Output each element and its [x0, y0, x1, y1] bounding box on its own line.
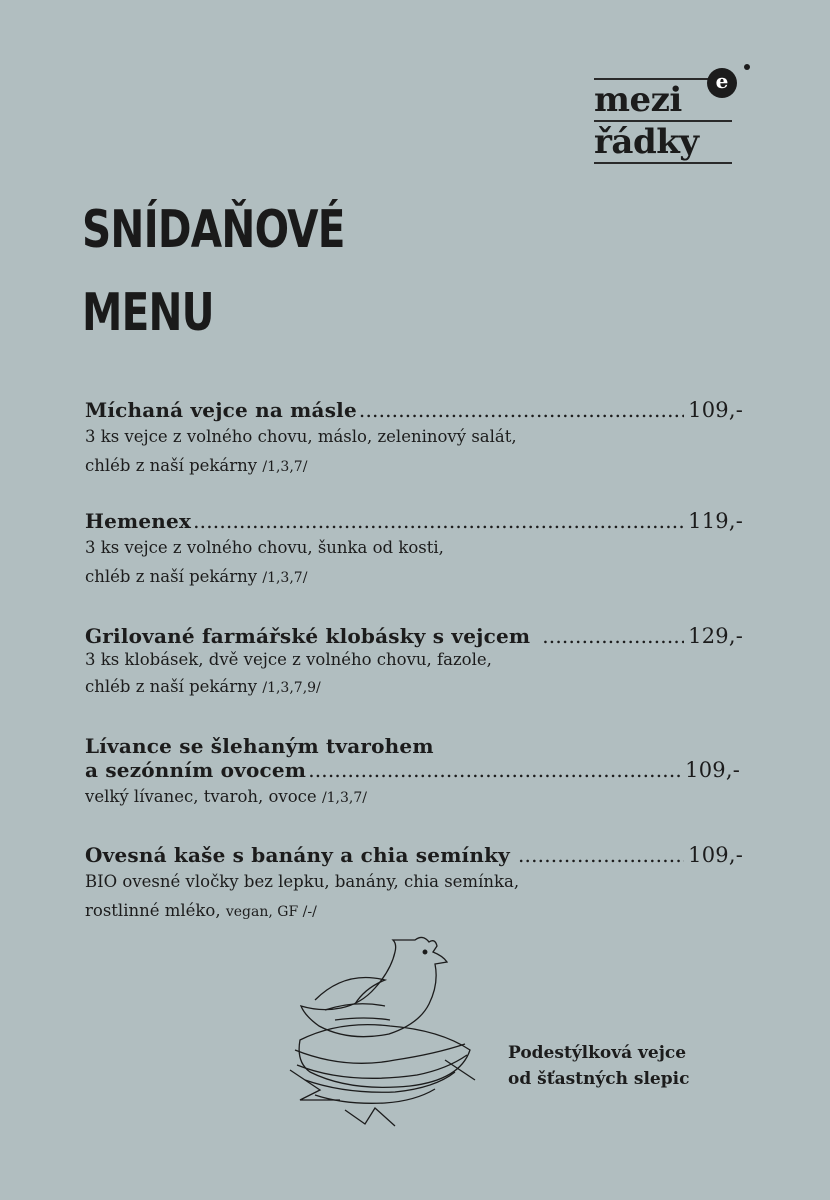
item-price: 109,-: [688, 843, 743, 867]
item-desc: BIO ovesné vločky bez lepku, banány, chia semínka,: [85, 872, 520, 891]
menu-item: [85, 509, 743, 593]
item-price: 109,-: [688, 398, 743, 422]
item-name: Grilované farmářské klobásky s vejcem: [85, 624, 531, 648]
item-allergens: /1,3,7,9/: [262, 680, 321, 696]
menu-item: [85, 398, 743, 482]
item-desc: chléb z naší pekárny: [85, 677, 258, 696]
caption-line1: Podestýlková vejce: [508, 1043, 687, 1063]
menu-title-line1: SNÍDAŇOVÉ: [82, 200, 345, 260]
item-name: Ovesná kaše s banány a chia semínky: [85, 843, 510, 867]
hen-on-nest-illustration-icon: [285, 930, 495, 1130]
item-allergens: vegan, GF /-/: [225, 904, 317, 920]
item-allergens: /1,3,7/: [321, 790, 367, 806]
logo: [594, 60, 734, 164]
item-name: Hemenex: [85, 509, 192, 533]
item-price: 129,-: [688, 624, 743, 648]
item-desc: rostlinné mléko,: [85, 901, 221, 920]
item-desc: chléb z naší pekárny: [85, 456, 258, 475]
ink-dot-icon: [744, 64, 750, 70]
caption-line2: od šťastných slepic: [508, 1069, 690, 1089]
item-desc: chléb z naší pekárny: [85, 567, 258, 586]
item-name: Lívance se šlehaným tvarohem: [85, 734, 434, 758]
divider: [594, 162, 732, 164]
logo-ink-splash-icon: e: [707, 68, 737, 98]
dot-leader: [518, 843, 684, 867]
logo-word-mezi: mezi: [594, 80, 682, 120]
item-price: 119,-: [688, 509, 743, 533]
item-desc: 3 ks vejce z volného chovu, šunka od kosti,: [85, 538, 444, 557]
dot-leader: [193, 509, 684, 533]
dot-leader: [542, 624, 684, 648]
item-allergens: /1,3,7/: [262, 570, 308, 586]
item-allergens: /1,3,7/: [262, 459, 308, 475]
item-desc: 3 ks vejce z volného chovu, máslo, zeleninový salát,: [85, 427, 517, 446]
item-name: Míchaná vejce na másle: [85, 398, 357, 422]
hen-caption: [508, 1040, 689, 1092]
menu-item: [85, 843, 743, 927]
dot-leader: [308, 758, 681, 782]
item-name: a sezónním ovocem: [85, 758, 307, 782]
dot-leader: [359, 398, 684, 422]
item-price: 109,-: [685, 758, 740, 782]
item-desc: 3 ks klobásek, dvě vejce z volného chovu, fazole,: [85, 650, 492, 669]
logo-word-radky: řádky: [594, 122, 699, 162]
menu-item: [85, 734, 740, 813]
menu-title-line2: MENU: [82, 283, 214, 343]
menu-item: [85, 624, 743, 703]
item-desc: velký lívanec, tvaroh, ovoce: [85, 787, 317, 806]
